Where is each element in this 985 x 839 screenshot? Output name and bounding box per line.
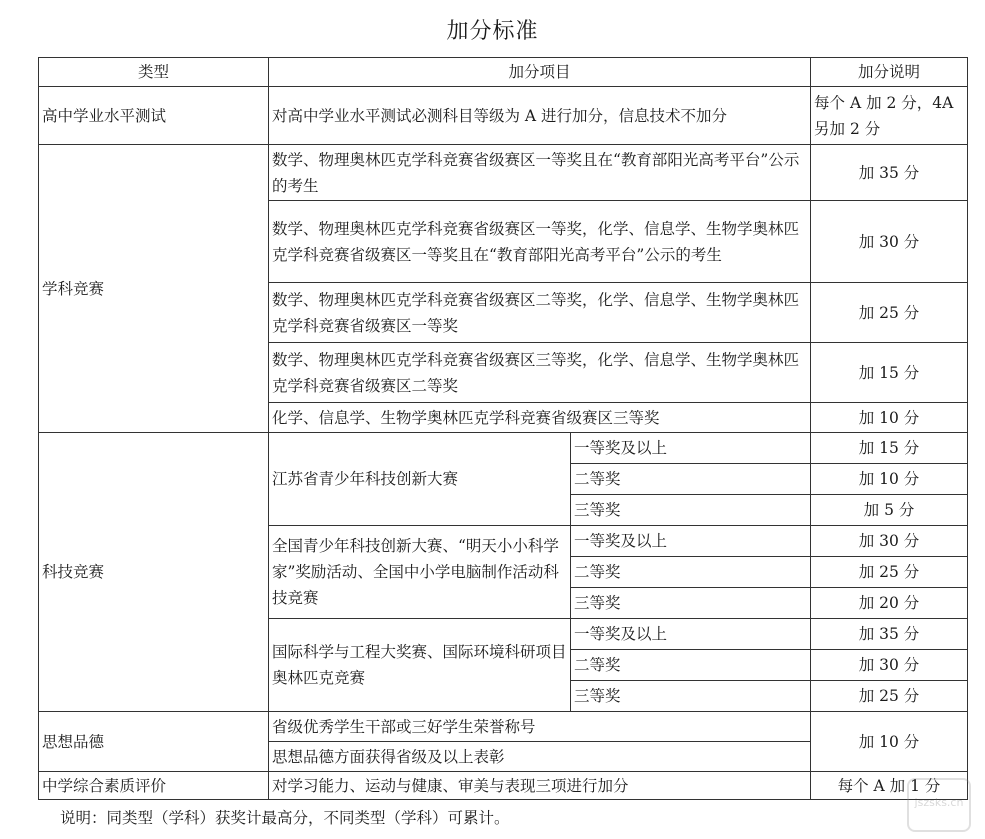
item-cell: 数学、物理奥林匹克学科竞赛省级赛区一等奖，化学、信息学、生物学奥林匹克学科竞赛省级赛区一等奖且在“教育部阳光高考平台”公示的考生 xyxy=(269,201,811,283)
item-cell: 国际科学与工程大奖赛、国际环境科研项目奥林匹克竞赛 xyxy=(269,619,571,712)
points-cell: 加 15 分 xyxy=(811,433,968,464)
category-cell: 中学综合素质评价 xyxy=(39,772,269,800)
level-cell: 三等奖 xyxy=(571,588,811,619)
item-cell: 化学、信息学、生物学奥林匹克学科竞赛省级赛区三等奖 xyxy=(269,403,811,433)
header-item: 加分项目 xyxy=(269,58,811,87)
item-cell: 数学、物理奥林匹克学科竞赛省级赛区三等奖，化学、信息学、生物学奥林匹克学科竞赛省级赛区二等奖 xyxy=(269,343,811,403)
item-cell: 数学、物理奥林匹克学科竞赛省级赛区二等奖，化学、信息学、生物学奥林匹克学科竞赛省级赛区一等奖 xyxy=(269,283,811,343)
category-cell: 学科竞赛 xyxy=(39,145,269,433)
points-cell: 加 5 分 xyxy=(811,495,968,526)
item-cell: 思想品德方面获得省级及以上表彰 xyxy=(269,742,811,772)
points-cell: 加 10 分 xyxy=(811,403,968,433)
points-cell: 加 35 分 xyxy=(811,619,968,650)
level-cell: 一等奖及以上 xyxy=(571,433,811,464)
level-cell: 一等奖及以上 xyxy=(571,526,811,557)
item-cell: 省级优秀学生干部或三好学生荣誉称号 xyxy=(269,712,811,742)
level-cell: 三等奖 xyxy=(571,495,811,526)
item-cell: 对高中学业水平测试必测科目等级为 A 进行加分，信息技术不加分 xyxy=(269,87,811,145)
points-cell: 加 30 分 xyxy=(811,650,968,681)
table-row xyxy=(39,87,968,145)
header-row xyxy=(39,58,968,87)
header-category: 类型 xyxy=(39,58,269,87)
points-cell: 每个 A 加 2 分，4A 另加 2 分 xyxy=(811,87,968,145)
level-cell: 一等奖及以上 xyxy=(571,619,811,650)
points-cell: 加 15 分 xyxy=(811,343,968,403)
bonus-table xyxy=(38,57,968,800)
item-cell: 对学习能力、运动与健康、审美与表现三项进行加分 xyxy=(269,772,811,800)
category-cell: 思想品德 xyxy=(39,712,269,772)
level-cell: 三等奖 xyxy=(571,681,811,712)
points-cell: 加 30 分 xyxy=(811,201,968,283)
watermark-logo: jszsks.cn xyxy=(907,778,971,832)
points-cell: 加 20 分 xyxy=(811,588,968,619)
page-title: 加分标准 xyxy=(446,19,539,44)
item-cell: 江苏省青少年科技创新大赛 xyxy=(269,433,571,526)
points-cell: 每个 A 加 1 分 xyxy=(811,772,968,800)
points-cell: 加 25 分 xyxy=(811,681,968,712)
level-cell: 二等奖 xyxy=(571,650,811,681)
points-cell: 加 35 分 xyxy=(811,145,968,201)
points-cell: 加 25 分 xyxy=(811,557,968,588)
points-cell: 加 10 分 xyxy=(811,464,968,495)
points-cell: 加 10 分 xyxy=(811,712,968,772)
category-cell: 高中学业水平测试 xyxy=(39,87,269,145)
points-cell: 加 25 分 xyxy=(811,283,968,343)
footnote: 说明：同类型（学科）获奖计最高分，不同类型（学科）可累计。 xyxy=(60,809,510,827)
table-row xyxy=(39,145,968,201)
table-row xyxy=(39,433,968,464)
level-cell: 二等奖 xyxy=(571,557,811,588)
item-cell: 全国青少年科技创新大赛、“明天小小科学家”奖励活动、全国中小学电脑制作活动科技竞赛 xyxy=(269,526,571,619)
table-row xyxy=(39,772,968,800)
item-cell: 数学、物理奥林匹克学科竞赛省级赛区一等奖且在“教育部阳光高考平台”公示的考生 xyxy=(269,145,811,201)
header-points: 加分说明 xyxy=(811,58,968,87)
category-cell: 科技竞赛 xyxy=(39,433,269,712)
points-cell: 加 30 分 xyxy=(811,526,968,557)
level-cell: 二等奖 xyxy=(571,464,811,495)
table-row xyxy=(39,712,968,742)
